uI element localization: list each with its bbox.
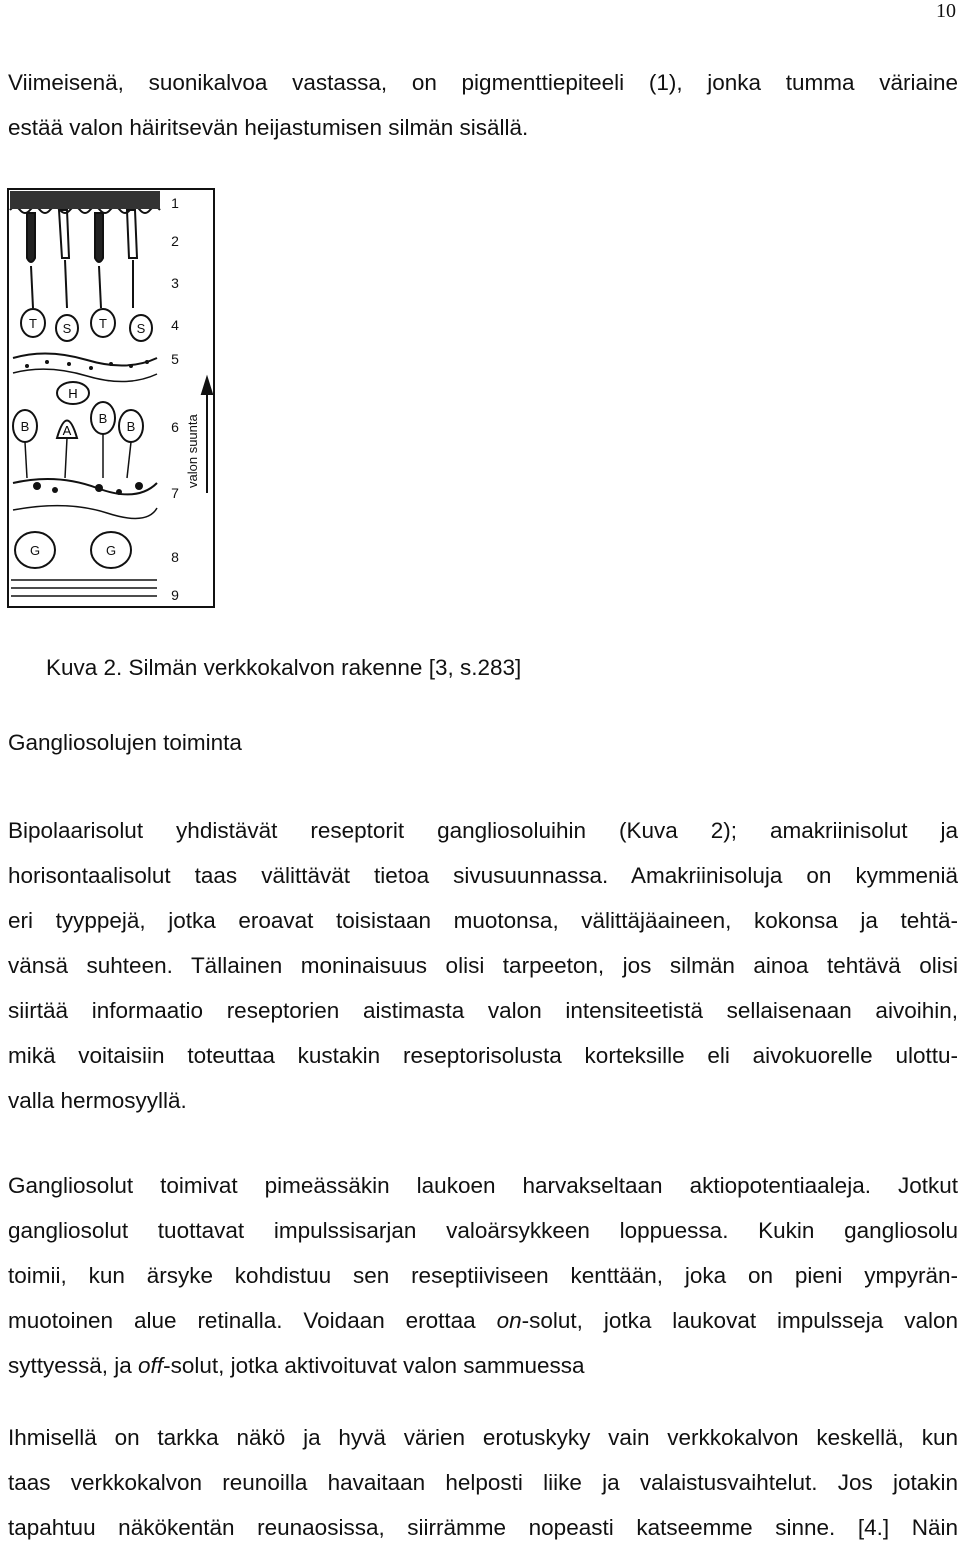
paragraph-line: Gangliosolut toimivat pimeässäkin laukoen harvakseltaan aktiopotentiaaleja. Jotkut	[8, 1173, 958, 1198]
section-heading: Gangliosolujen toiminta	[8, 730, 242, 755]
layer-number: 7	[171, 485, 179, 501]
rod-label: T	[29, 316, 37, 331]
pigment-layer	[10, 191, 160, 209]
retina-structure-figure	[7, 188, 217, 610]
paragraph-line-mixed	[8, 1343, 958, 1388]
layer-number: 9	[171, 587, 179, 603]
text-run: muotoinen alue retinalla. Voidaan erottaa	[8, 1308, 497, 1333]
figure-caption: Kuva 2. Silmän verkkokalvon rakenne [3, s.283]	[46, 655, 522, 680]
layer-number: 4	[171, 317, 179, 333]
bipolar-label: B	[98, 411, 108, 426]
amacrine-label: A	[62, 423, 72, 438]
ganglion-label: G	[29, 543, 41, 558]
rod-label: T	[99, 316, 107, 331]
paragraph-line: vänsä suhteen. Tällainen moninaisuus olisi tarpeeton, jos silmän ainoa tehtävä olisi	[8, 953, 958, 978]
horizontal-label: H	[68, 386, 78, 401]
bipolar-label: B	[20, 419, 30, 434]
paragraph-2	[8, 1163, 958, 1388]
paragraph-line: eri tyyppejä, jotka eroavat toisistaan muotonsa, välittäjäaineen, kokonsa ja tehtä-	[8, 908, 958, 933]
paragraph-1	[8, 808, 958, 1123]
paragraph-line: Bipolaarisolut yhdistävät reseptorit gangliosoluihin (Kuva 2); amakriinisolut ja	[8, 818, 958, 843]
paragraph-line: toimii, kun ärsyke kohdistuu sen reseptiiviseen kenttään, joka on pieni ympyrän-	[8, 1263, 958, 1288]
paragraph-line: horisontaalisolut taas välittävät tietoa sivusuunnassa. Amakriinisoluja on kymmeniä	[8, 863, 958, 888]
cone-label: S	[62, 321, 72, 336]
paragraph-line: tapahtuu näkökentän reunaosissa, siirrämme nopeasti katseemme sinne. [4.] Näin	[8, 1515, 958, 1540]
layer-number: 2	[171, 233, 179, 249]
paragraph-line: taas verkkokalvon reunoilla havaitaan helposti liike ja valaistusvaihtelut. Jos jotakin	[8, 1470, 958, 1495]
text-run: -solut, jotka laukovat impulsseja valon	[521, 1308, 958, 1333]
paragraph-line-mixed	[8, 1298, 958, 1343]
layer-number: 6	[171, 419, 179, 435]
paragraph-line: Ihmisellä on tarkka näkö ja hyvä värien erotuskyky vain verkkokalvon keskellä, kun	[8, 1425, 958, 1450]
layer-number: 1	[171, 195, 179, 211]
layer-number: 8	[171, 549, 179, 565]
intro-line: Viimeisenä, suonikalvoa vastassa, on pigmenttiepiteeli (1), jonka tumma väriaine	[8, 70, 958, 95]
italic-term-on: on	[496, 1308, 522, 1333]
text-run: syttyessä, ja	[8, 1353, 139, 1378]
layer-number: 3	[171, 275, 179, 291]
cone-label: S	[136, 321, 146, 336]
page-number: 10	[936, 0, 956, 22]
bipolar-label: B	[126, 419, 136, 434]
paragraph-line: mikä voitaisiin toteuttaa kustakin reseptorisolusta korteksille eli aivokuorelle ulottu-	[8, 1043, 958, 1068]
intro-paragraph	[8, 60, 958, 150]
ganglion-label: G	[105, 543, 117, 558]
text-run: -solut, jotka aktivoituvat valon sammuessa	[163, 1353, 585, 1378]
light-direction-label: valon suunta	[185, 414, 200, 488]
retina-diagram	[7, 188, 217, 610]
paragraph-line: siirtää informaatio reseptorien aistimasta valon intensiteetistä sellaisenaan aivoihin,	[8, 998, 958, 1023]
intro-line: estää valon häiritsevän heijastumisen silmän sisällä.	[8, 115, 529, 140]
italic-term-off: off	[138, 1353, 164, 1378]
paragraph-line: valla hermosyyllä.	[8, 1088, 187, 1113]
paragraph-line: gangliosolut tuottavat impulssisarjan valoärsykkeen loppuessa. Kukin gangliosolu	[8, 1218, 958, 1243]
paragraph-3	[8, 1415, 958, 1550]
layer-number: 5	[171, 351, 179, 367]
